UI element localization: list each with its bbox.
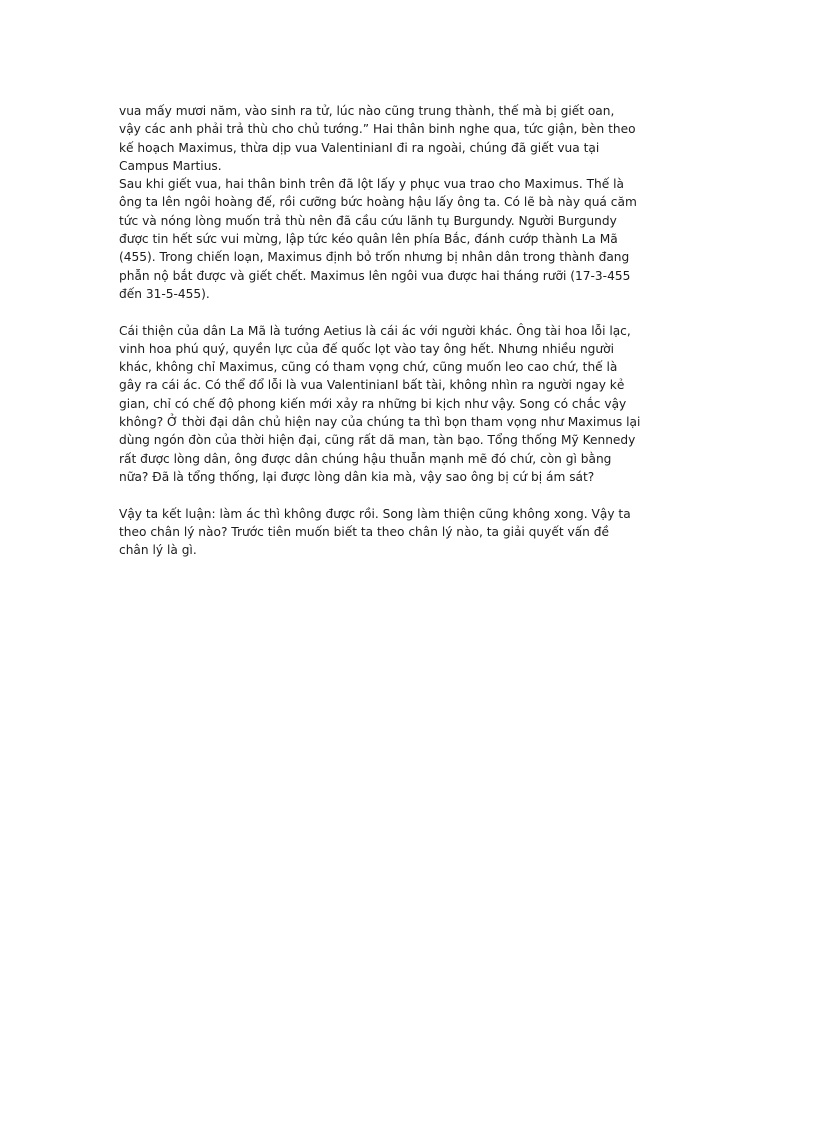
text-line: vậy các anh phải trả thù cho chủ tướng.” Hai thân binh nghe qua, tức giận, bèn theo <box>119 122 636 137</box>
text-line: chân lý là gì. <box>119 543 197 558</box>
text-line: được tin hết sức vui mừng, lập tức kéo quân lên phía Bắc, đánh cướp thành La Mã <box>119 232 618 247</box>
text-line: kế hoạch Maximus, thừa dịp vua ValentinianI đi ra ngoài, chúng đã giết vua tại <box>119 140 600 155</box>
text-line: theo chân lý nào? Trước tiên muốn biết ta theo chân lý nào, ta giải quyết vấn đề <box>119 524 610 539</box>
text-line: nữa? Đã là tổng thống, lại được lòng dân kia mà, vậy sao ông bị cứ bị ám sát? <box>119 469 595 484</box>
text-line: rất được lòng dân, ông được dân chúng hậu thuẫn mạnh mẽ đó chứ, còn gì bằng <box>119 451 612 466</box>
paragraph-spacer <box>119 303 719 321</box>
text-line: không? Ở thời đại dân chủ hiện nay của chúng ta thì bọn tham vọng như Maximus lại <box>119 415 641 430</box>
text-line: Cái thiện của dân La Mã là tướng Aetius là cái ác với người khác. Ông tài hoa lỗi lạc, <box>119 323 631 338</box>
text-line: tức và nóng lòng muốn trả thù nên đã cầu cứu lãnh tụ Burgundy. Người Burgundy <box>119 213 617 228</box>
text-line: vua mấy mươi năm, vào sinh ra tử, lúc nào cũng trung thành, thế mà bị giết oan, <box>119 104 615 118</box>
text-line: ông ta lên ngôi hoàng đế, rồi cưỡng bức hoàng hậu lấy ông ta. Có lẽ bà này quá căm <box>119 195 637 210</box>
text-line: khác, không chỉ Maximus, cũng có tham vọng chứ, cũng muốn leo cao chứ, thế là <box>119 360 618 375</box>
text-line: dùng ngón đòn của thời hiện đại, cũng rất dã man, tàn bạo. Tổng thống Mỹ Kennedy <box>119 433 636 448</box>
text-line: Campus Martius. <box>119 158 222 173</box>
text-line: Sau khi giết vua, hai thân binh trên đã lột lấy y phục vua trao cho Maximus. Thế là <box>119 177 625 192</box>
text-line: Vậy ta kết luận: làm ác thì không được rồi. Song làm thiện cũng không xong. Vậy ta <box>119 506 631 521</box>
paragraph-2 <box>119 175 719 303</box>
document-page <box>119 102 719 559</box>
paragraph-1 <box>119 102 719 175</box>
text-line: phẫn nộ bắt được và giết chết. Maximus lên ngôi vua được hai tháng rưỡi (17-3-455 <box>119 268 631 283</box>
text-line: gian, chỉ có chế độ phong kiến mới xảy ra những bi kịch như vậy. Song có chắc vậy <box>119 396 627 411</box>
text-line: đến 31-5-455). <box>119 286 210 301</box>
text-line: vinh hoa phú quý, quyền lực của đế quốc lọt vào tay ông hết. Nhưng nhiều người <box>119 341 614 356</box>
text-line: (455). Trong chiến loạn, Maximus định bỏ trốn nhưng bị nhân dân trong thành đang <box>119 250 630 265</box>
paragraph-spacer <box>119 486 719 504</box>
paragraph-4 <box>119 505 719 560</box>
paragraph-3 <box>119 322 719 487</box>
text-line: gây ra cái ác. Có thể đổ lỗi là vua ValentinianI bất tài, không nhìn ra người ngay kẻ <box>119 378 625 393</box>
